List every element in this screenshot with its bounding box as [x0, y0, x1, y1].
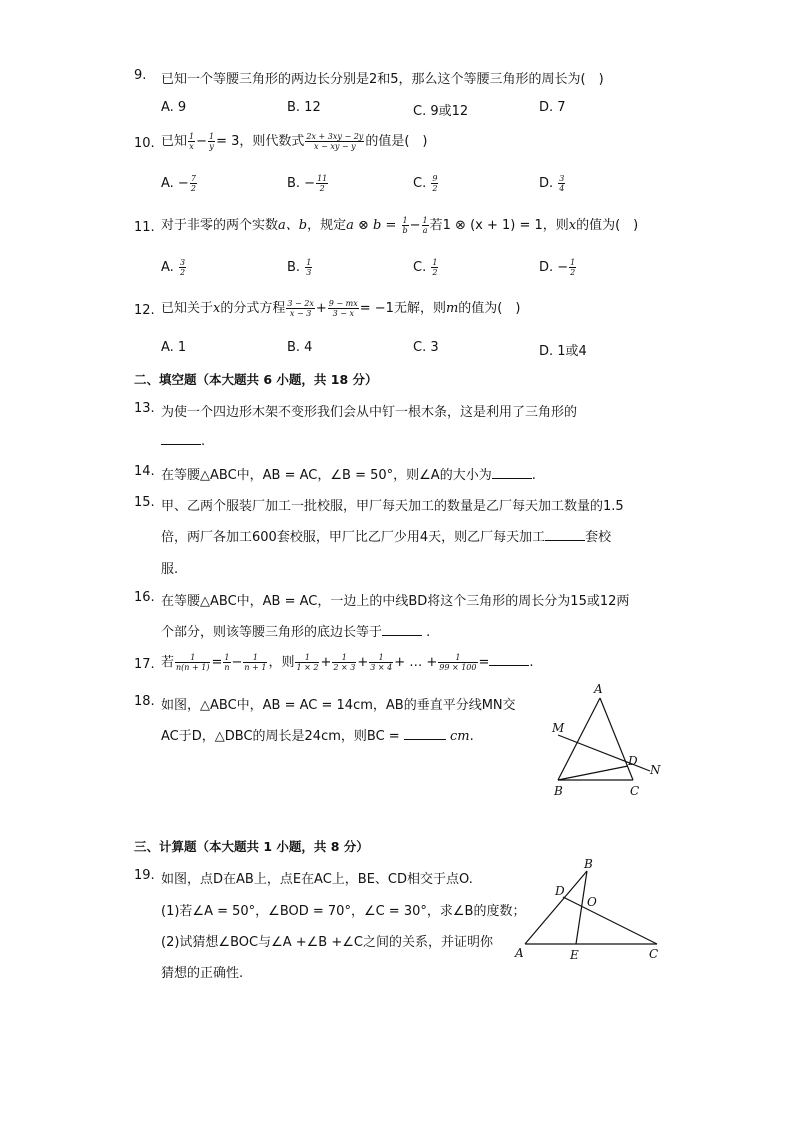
q19-label-e: E [570, 948, 579, 962]
q11-option-b: B. $\frac{1}{3}$ [287, 258, 312, 277]
q13-number: 13. [134, 401, 155, 416]
q18-figure [545, 680, 665, 800]
q10-expression-fraction: $\frac{2x + 3xy - 2y}{x - xy - y}$ [306, 132, 364, 151]
q19-line1: 如图，点D在AB上，点E在AC上，BE、CD相交于点O. [161, 872, 473, 887]
q12-option-c: C. 3 [413, 340, 439, 355]
q19-label-o: O [587, 895, 597, 909]
q18-label-m: M [552, 721, 565, 735]
q10-option-c: C. $\frac{9}{2}$ [413, 174, 438, 193]
q11-stem: 对于非零的两个实数a、b，规定a ⊗ b = $\frac{1}{b}$ − $\frac{1}{a}$ 若1 ⊗ (x + 1) = 1，则x的值为( ) [161, 216, 639, 235]
q18-number: 18. [134, 694, 155, 709]
q17-number: 17. [134, 657, 155, 672]
q12-option-a: A. 1 [161, 340, 187, 355]
q15-blank[interactable] [545, 528, 585, 541]
q18-label-n: N [650, 763, 661, 777]
q16-number: 16. [134, 590, 155, 605]
q15-line2: 倍，两厂各加工600套校服，甲厂比乙厂少用4天，则乙厂每天加工 套校 [161, 530, 612, 545]
q9-option-c: C. 9或12 [413, 104, 469, 119]
q15-number: 15. [134, 495, 155, 510]
q19-label-b: B [584, 857, 593, 871]
q13-blank[interactable] [161, 432, 201, 445]
q10-option-b: B. − $\frac{11}{2}$ [287, 174, 328, 193]
q18-blank[interactable] [404, 727, 446, 740]
q19-label-a: A [515, 946, 524, 960]
q9-text: 已知一个等腰三角形的两边长分别是2和5，那么这个等腰三角形的周长为( ) [161, 72, 604, 87]
q12-option-b: B. 4 [287, 340, 313, 355]
q10-eq: = 3，则代数式 [216, 134, 305, 149]
q10-frac-1-over-y: $\frac{1}{y}$ [209, 132, 215, 151]
q14-blank[interactable] [492, 466, 532, 479]
q19-line3: (2)试猜想∠BOC与∠A +∠B +∠C之间的关系，并证明你 [161, 935, 493, 950]
q11-option-d: D. − $\frac{1}{2}$ [539, 258, 576, 277]
q19-label-d: D [555, 884, 565, 898]
q9-option-a: A. 9 [161, 100, 187, 115]
q18-side-ab [558, 698, 600, 780]
q16-blank[interactable] [382, 623, 422, 636]
q19-line4: 猜想的正确性. [161, 966, 244, 981]
q13-text: 为使一个四边形木架不变形我们会从中钉一根木条，这是利用了三角形的 [161, 405, 578, 420]
q18-line1: 如图，△ABC中，AB = AC = 14cm，AB的垂直平分线MN交 [161, 698, 516, 713]
q10-post: 的值是( ) [365, 134, 428, 149]
q18-label-b: B [554, 784, 563, 798]
q18-segment-bd [558, 766, 628, 780]
q9-number: 9. [134, 68, 147, 83]
q11-number: 11. [134, 220, 155, 235]
q11-option-a: A. $\frac{3}{2}$ [161, 258, 186, 277]
q10-pre: 已知 [161, 134, 188, 149]
q17-stem: 若 $\frac{1}{n(n + 1)}$ = $\frac{1}{n}$ − $\frac{1}{n + 1}$ ，则 $\frac{1}{1 \times 2}$ + $\frac{1}{2 \times 3}$ + $\frac{1}{3 \times 4}$ + … + $\frac{1}{99 \times 100}$ = . [161, 653, 534, 672]
q9-option-d: D. 7 [539, 100, 566, 115]
q19-line2: (1)若∠A = 50°，∠BOD = 70°，∠C = 30°，求∠B的度数； [161, 904, 526, 919]
q17-blank[interactable] [489, 653, 529, 666]
q10-option-a: A. − $\frac{7}{2}$ [161, 174, 196, 193]
q11-option-c: C. $\frac{1}{2}$ [413, 258, 438, 277]
q10-frac-1-over-x: $\frac{1}{x}$ [189, 132, 195, 151]
q19-label-c: C [649, 947, 659, 961]
q16-line2: 个部分，则该等腰三角形的底边长等于 . [161, 625, 431, 640]
q10-stem: 已知 $\frac{1}{x}$ − $\frac{1}{y}$ = 3，则代数式 $\frac{2x + 3xy - 2y}{x - xy - y}$ 的值是( ) [161, 132, 428, 151]
q19-number: 19. [134, 868, 155, 883]
q18-label-c: C [630, 784, 640, 798]
q18-line2: AC于D，△DBC的周长是24cm，则BC = cm. [161, 729, 474, 744]
q12-number: 12. [134, 303, 155, 318]
q12-option-d: D. 1或4 [539, 344, 587, 359]
q9-option-b: B. 12 [287, 100, 321, 115]
q18-label-d: D [628, 754, 638, 768]
q19-figure [510, 855, 665, 965]
q13-answer: . [161, 432, 205, 449]
q14-number: 14. [134, 464, 155, 479]
q10-option-d: D. $\frac{3}{4}$ [539, 174, 565, 193]
q15-line3: 服. [161, 562, 179, 577]
section-3-heading: 三、计算题（本大题共 1 小题，共 8 分） [134, 839, 369, 854]
q18-label-a: A [594, 682, 603, 696]
q15-line1: 甲、乙两个服装厂加工一批校服，甲厂每天加工的数量是乙厂每天加工数量的1.5 [161, 499, 624, 514]
q16-line1: 在等腰△ABC中，AB = AC，一边上的中线BD将这个三角形的周长分为15或12两 [161, 594, 630, 609]
q12-stem: 已知关于x的分式方程 $\frac{3 - 2x}{x - 3}$ + $\frac{9 - mx}{3 - x}$ = −1无解，则m的值为( ) [161, 299, 521, 318]
q10-number: 10. [134, 136, 155, 151]
section-2-heading: 二、填空题（本大题共 6 小题，共 18 分） [134, 372, 378, 387]
q14-text: 在等腰△ABC中，AB = AC，∠B = 50°，则∠A的大小为 . [161, 468, 536, 483]
